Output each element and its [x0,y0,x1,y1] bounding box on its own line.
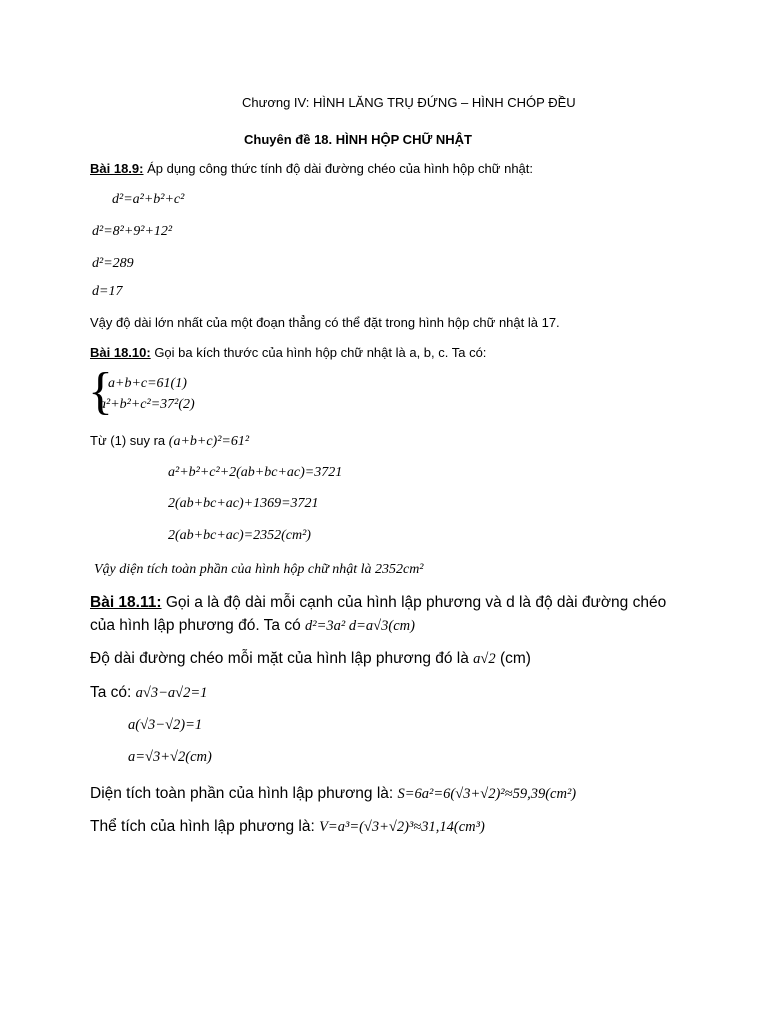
face-diagonal-formula: a√2 [473,651,496,667]
face-diagonal-unit: (cm) [495,650,531,667]
equation-line [90,684,207,702]
surface-area-line [90,785,576,803]
exercise-label: Bài 18.9: [90,161,144,176]
exercise-text: Gọi ba kích thước của hình hộp chữ nhật là a, b, c. Ta có: [150,345,487,360]
exercise-18-9-conclusion: Vậy độ dài lớn nhất của một đoạn thẳng có thể đặt trong hình hộp chữ nhật là 17. [90,315,560,330]
exercise-18-10-conclusion: Vậy diện tích toàn phần của hình hộp chữ nhật là 2352cm² [94,562,424,577]
surface-area-formula: S=6a²=6(√3+√2)²≈59,39(cm²) [397,786,577,802]
edge-result: a=√3+√2(cm) [128,749,212,765]
system-equation-2: a²+b²+c²=37²(2) [99,397,195,412]
exercise-18-11-line-2 [90,617,415,635]
system-brace: { [88,363,113,420]
exercise-text: Áp dụng công thức tính độ dài đường chéo của hình hộp chữ nhật: [143,161,534,176]
topic-title: Chuyên đề 18. HÌNH HỘP CHỮ NHẬT [244,132,472,147]
surface-area-text: Diện tích toàn phần của hình lập phương là: [90,785,398,802]
exercise-text: Gọi a là độ dài mỗi cạnh của hình lập phương và d là độ dài đường chéo [161,594,667,611]
exercise-text: của hình lập phương đó. Ta có [90,617,306,634]
edge-equation: a√3−a√2=1 [135,685,208,701]
volume-formula: V=a³=(√3+√2)³≈31,14(cm³) [319,819,485,835]
face-diagonal-text: Độ dài đường chéo mỗi mặt của hình lập phương đó là [90,650,474,667]
exercise-18-11-line-1 [90,594,666,612]
factored-equation: a(√3−√2)=1 [128,717,203,733]
face-diagonal-line [90,650,531,668]
diagonal-formula: d²=3a² d=a√3(cm) [305,618,415,634]
formula-diagonal: d²=a²+b²+c² [112,192,185,207]
derivation-line [90,433,249,450]
formula-result: d=17 [92,284,123,299]
volume-line [90,818,485,836]
exercise-18-9-intro [90,161,533,176]
derivation-formula: (a+b+c)²=61² [168,434,250,449]
formula-substitution: d²=8²+9²+12² [92,224,173,239]
chapter-title: Chương IV: HÌNH LĂNG TRỤ ĐỨNG – HÌNH CHÓP ĐỀU [242,95,576,110]
exercise-label: Bài 18.10: [90,345,151,360]
volume-text: Thể tích của hình lập phương là: [90,818,320,835]
expanded-equation: a²+b²+c²+2(ab+bc+ac)=3721 [168,465,343,480]
formula-result-squared: d²=289 [92,256,134,271]
exercise-18-10-intro [90,345,486,360]
substituted-equation: 2(ab+bc+ac)+1369=3721 [168,496,319,511]
area-result-equation: 2(ab+bc+ac)=2352(cm²) [168,528,311,543]
derivation-text: Từ (1) suy ra [90,433,169,448]
exercise-label: Bài 18.11: [90,594,162,611]
system-equation-1: a+b+c=61(1) [108,376,187,391]
equation-intro: Ta có: [90,684,136,701]
